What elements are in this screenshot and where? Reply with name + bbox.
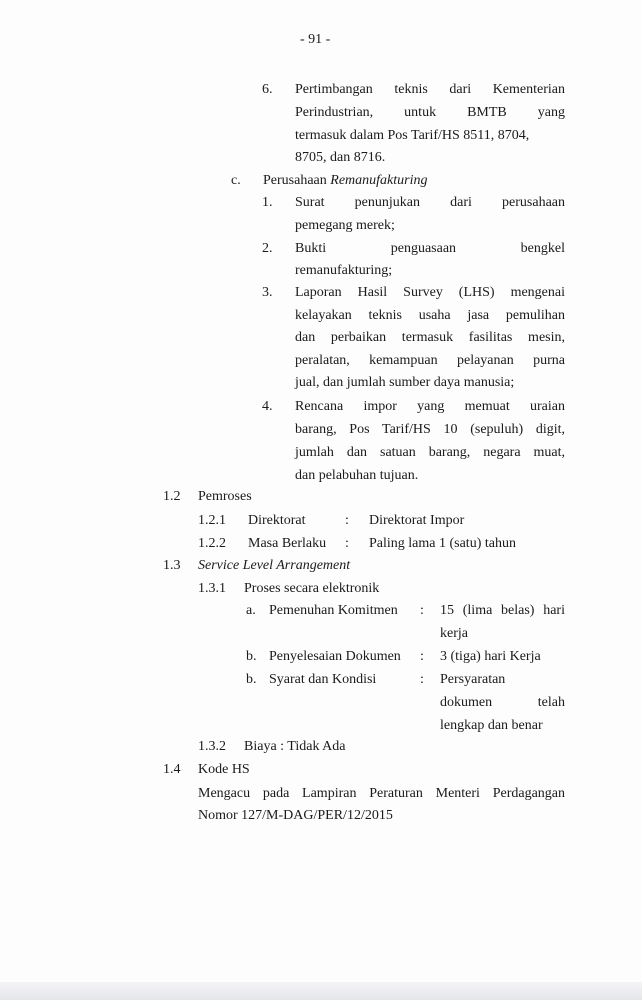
sub-number: 1.3.1	[198, 581, 226, 596]
row-value: Paling lama 1 (satu) tahun	[369, 536, 516, 551]
sub-number: 1.2.1	[198, 513, 226, 528]
text-line: dan perbaikan termasuk fasilitas mesin,	[295, 330, 565, 345]
text-line: Mengacu pada Lampiran Peraturan Menteri Perdagangan	[198, 786, 565, 801]
row-label: Direktorat	[248, 513, 306, 528]
row-label: Pemenuhan Komitmen	[269, 603, 398, 618]
list-number: 1.	[262, 195, 273, 210]
scan-edge	[0, 982, 642, 1000]
text-line: Rencana impor yang memuat uraian	[295, 399, 565, 414]
sub-number: 1.3.2	[198, 739, 226, 754]
text-line: Pertimbangan teknis dari Kementerian	[295, 82, 565, 97]
text-line: jumlah dan satuan barang, negara muat,	[295, 445, 565, 460]
text-line: pemegang merek;	[295, 218, 395, 233]
row-label: Syarat dan Kondisi	[269, 672, 377, 687]
colon: :	[420, 672, 424, 687]
colon: :	[420, 603, 424, 618]
colon: :	[345, 513, 349, 528]
list-number: 4.	[262, 399, 273, 414]
list-number: 3.	[262, 285, 273, 300]
row-letter: b.	[246, 649, 257, 664]
section-c-title	[263, 172, 427, 190]
colon: :	[420, 649, 424, 664]
text-line: Bukti penguasaan bengkel	[295, 241, 565, 256]
text-line: kelayakan teknis usaha jasa pemulihan	[295, 308, 565, 323]
colon: :	[345, 536, 349, 551]
section-title: Kode HS	[198, 762, 250, 777]
text-line: 8705, dan 8716.	[295, 150, 386, 165]
section-letter: c.	[231, 173, 241, 188]
text-line: termasuk dalam Pos Tarif/HS 8511, 8704,	[295, 128, 530, 143]
section-c-italic: Remanufakturing	[330, 173, 428, 188]
row-value: Direktorat Impor	[369, 513, 465, 528]
row-value: 3 (tiga) hari Kerja	[440, 649, 541, 664]
text-line: peralatan, kemampuan pelayanan purna	[295, 353, 565, 368]
page-number: - 91 -	[300, 32, 331, 47]
text-line: Perindustrian, untuk BMTB yang	[295, 105, 565, 120]
section-title: Pemroses	[198, 489, 252, 504]
row-label: Masa Berlaku	[248, 536, 327, 551]
row-value: Persyaratan	[440, 672, 506, 687]
section-number: 1.3	[163, 558, 181, 573]
sub-title: Proses secara elektronik	[244, 581, 380, 596]
text-line: barang, Pos Tarif/HS 10 (sepuluh) digit,	[295, 422, 565, 437]
section-title: Service Level Arrangement	[198, 558, 351, 573]
text-line: Surat penunjukan dari perusahaan	[295, 195, 565, 210]
row-value: kerja	[440, 626, 468, 641]
row-letter: b.	[246, 672, 257, 687]
section-number: 1.2	[163, 489, 181, 504]
sub-number: 1.2.2	[198, 536, 226, 551]
list-number: 2.	[262, 241, 273, 256]
sub-title: Biaya : Tidak Ada	[244, 739, 346, 754]
text-line: dan pelabuhan tujuan.	[295, 468, 419, 483]
list-number: 6.	[262, 82, 273, 97]
text-line: Laporan Hasil Survey (LHS) mengenai	[295, 285, 565, 300]
row-letter: a.	[246, 603, 256, 618]
section-c-prefix: Perusahaan	[263, 173, 327, 188]
section-number: 1.4	[163, 762, 181, 777]
text-line: Nomor 127/M-DAG/PER/12/2015	[198, 808, 393, 823]
row-value: dokumen telah	[440, 695, 565, 710]
text-line: jual, dan jumlah sumber daya manusia;	[295, 375, 515, 390]
text-line: remanufakturing;	[295, 263, 393, 278]
row-label: Penyelesaian Dokumen	[269, 649, 401, 664]
row-value: lengkap dan benar	[440, 718, 543, 733]
row-value: 15 (lima belas) hari	[440, 603, 565, 618]
